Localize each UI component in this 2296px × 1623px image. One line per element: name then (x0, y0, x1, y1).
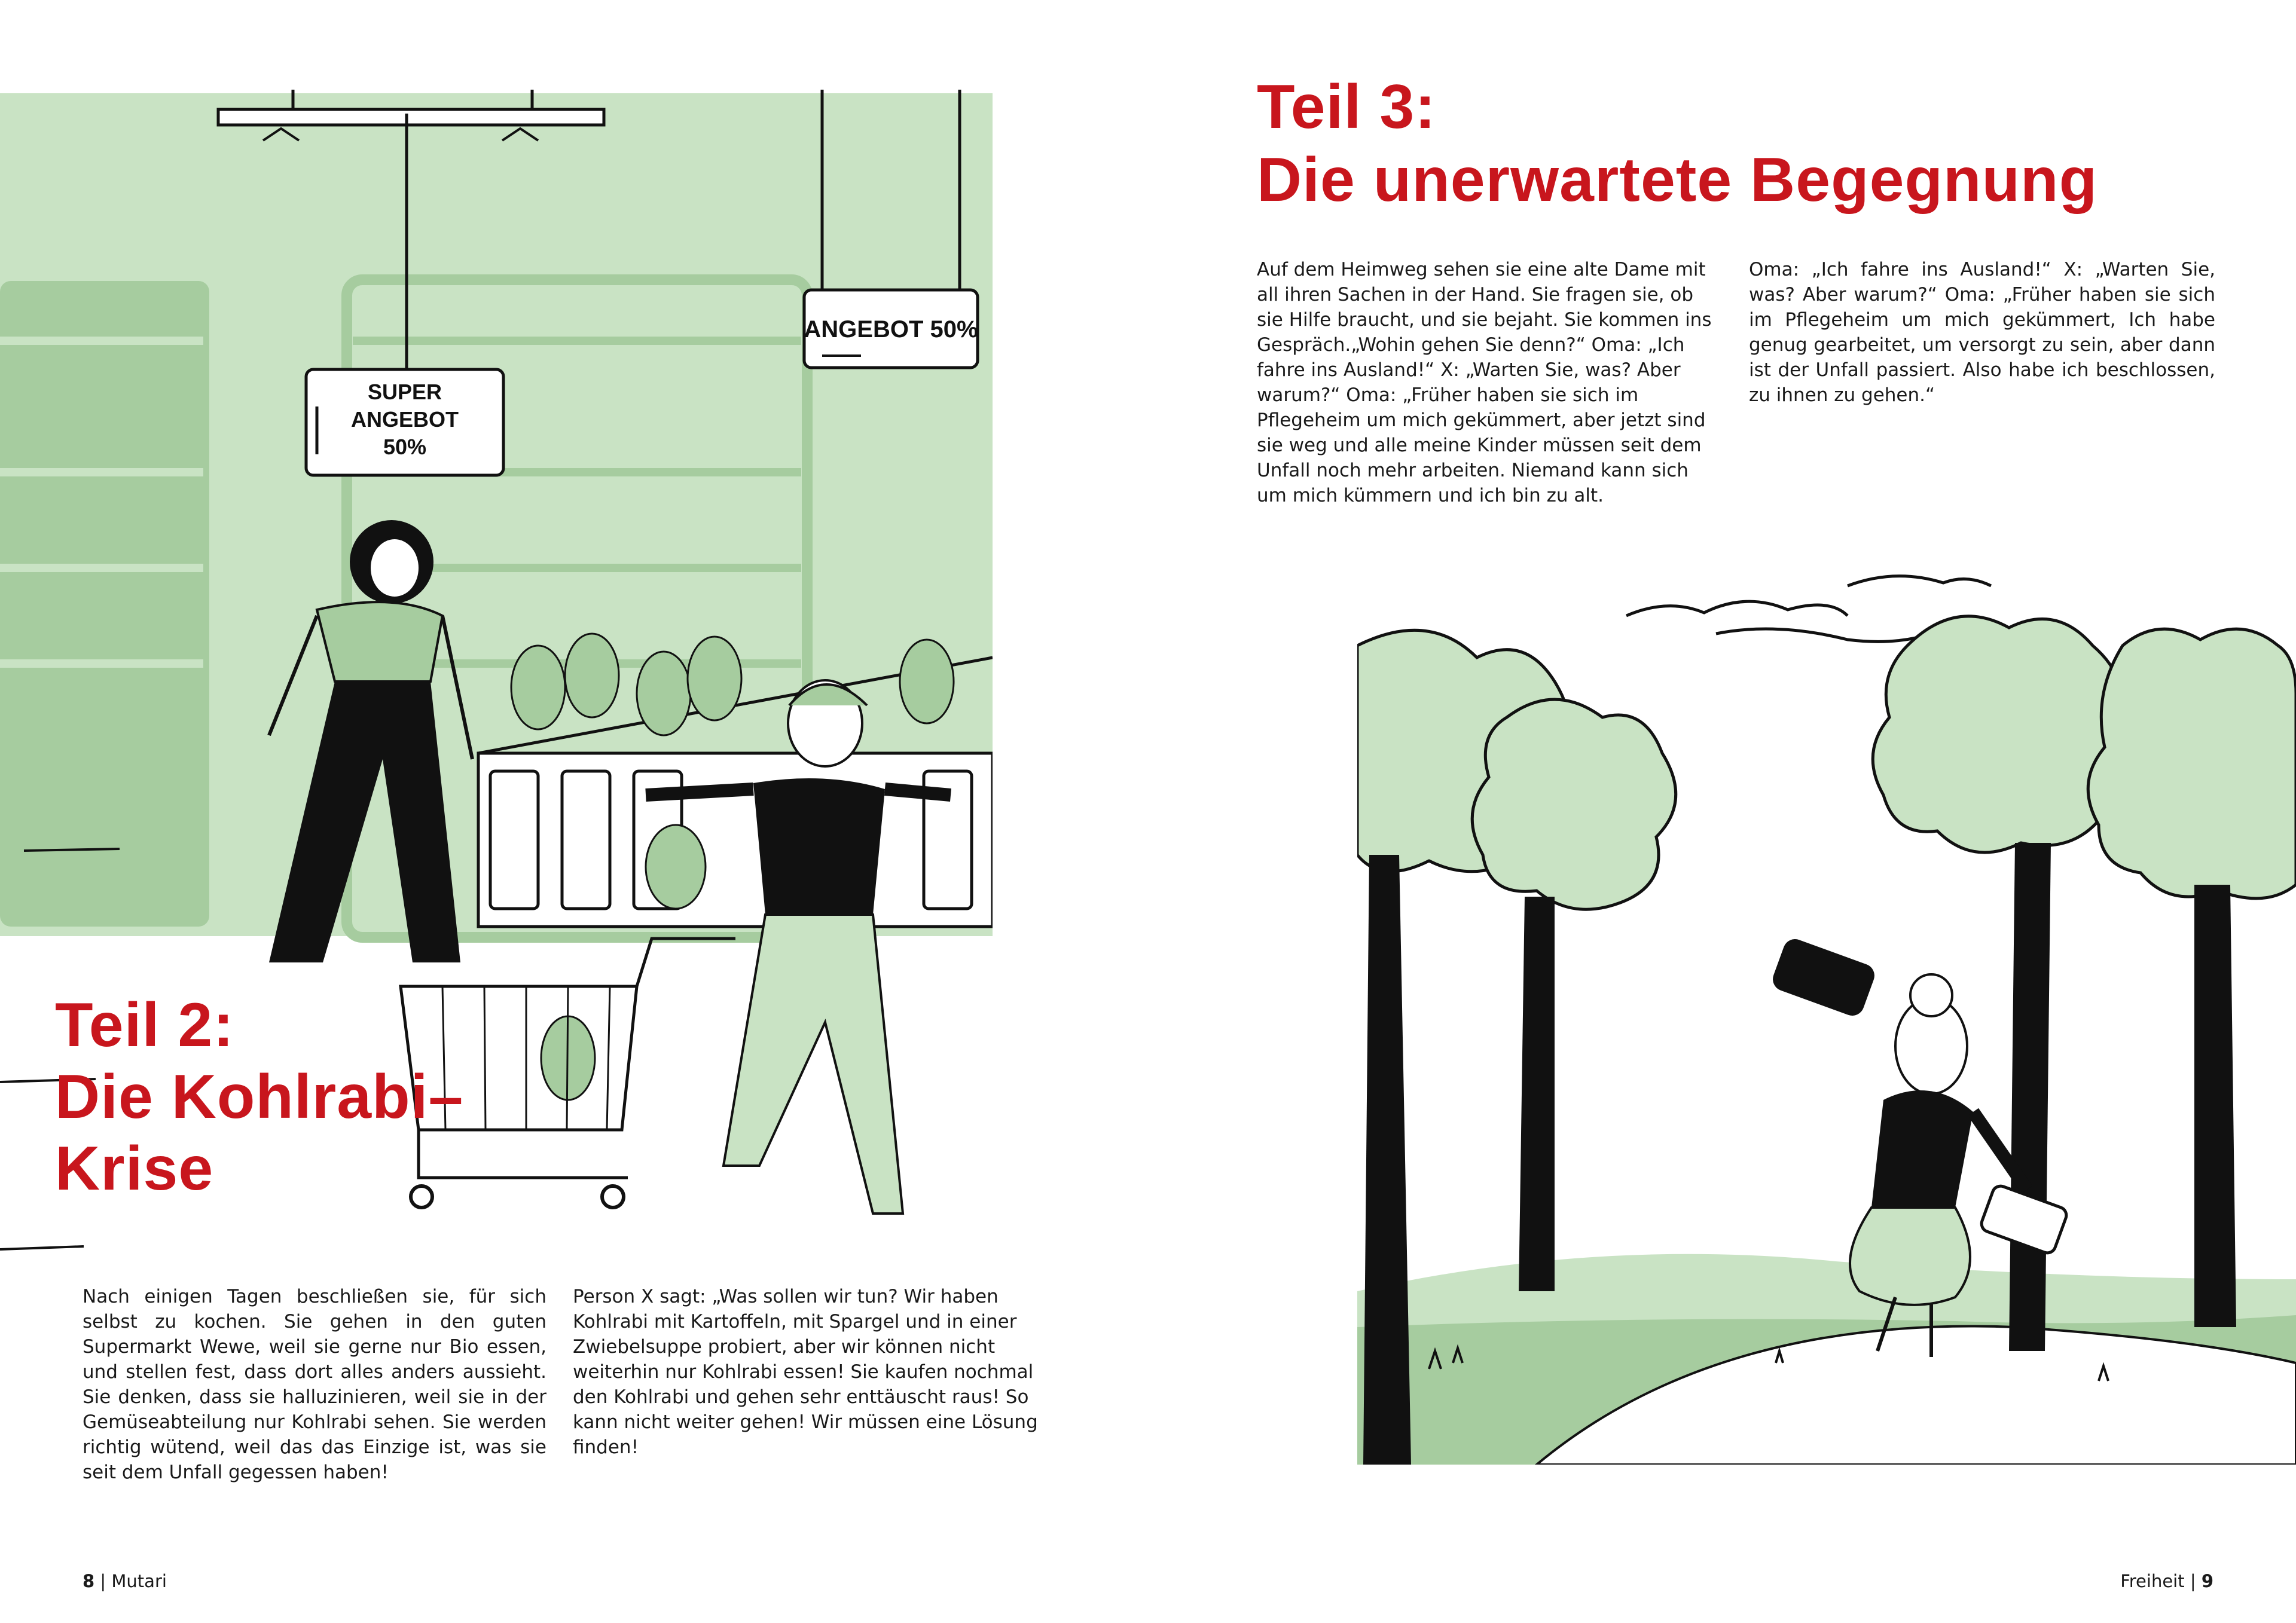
section-name: Freiheit (2120, 1571, 2185, 1591)
page-number-left: 8 (83, 1571, 95, 1591)
part-2-heading (55, 989, 463, 1205)
part-3-heading (1257, 71, 2097, 216)
page-number-right: 9 (2201, 1571, 2213, 1591)
left-column-1: Nach einigen Tagen beschließen sie, für sich selbst zu kochen. Sie gehen in den guten Supermarkt Wewe, weil sie gerne nur Bio essen, und stellen fest, dass dort alles anders aussieht. Sie denken, dass sie halluzinieren, weil sie in der Gemüseabteilung nur Kohlrabi sehen. Sie werden richtig wütend, weil das das Einzige ist, was sie seit dem Unfall gegessen haben! (83, 1286, 546, 1483)
part-2-heading-line-1: Teil 2: (55, 991, 234, 1060)
footer-separator-right: | (2190, 1571, 2196, 1591)
sign-offer: ANGEBOT 50% (804, 316, 978, 343)
forest-illustration (1357, 574, 2296, 1465)
left-column-2: Person X sagt: „Was sollen wir tun? Wir haben Kohlrabi mit Kartoffeln, mit Spargel und in einer Zwiebelsuppe probiert, aber wir können nicht weiterhin nur Kohlrabi essen! Sie kaufen nochmal den Kohlrabi und gehen sehr enttäuscht raus! So kann nicht weiter gehen! Wir müssen eine Lösung finden! (573, 1286, 1038, 1458)
magazine-name: Mutari (111, 1571, 167, 1591)
part-2-heading-line-2: Die Kohlrabi– (55, 1062, 464, 1132)
sign-super-line-2: ANGEBOT (351, 407, 459, 432)
part-3-heading-line-1: Teil 3: (1257, 72, 1436, 142)
part-3-heading-line-2: Die unerwartete Begegnung (1257, 145, 2098, 215)
part-2-heading-line-3: Krise (55, 1134, 214, 1203)
right-column-1: Auf dem Heimweg sehen sie eine alte Dame mit all ihren Sachen in der Hand. Sie fragen sie, ob sie Hilfe braucht, und sie bejaht. Sie kommen ins Gespräch.„Wohin gehen Sie denn?“ Oma: „Ich fahre ins Ausland!“ X: „Warten Sie, was? Aber warum?“ Oma: „Früher haben sie sich im Pflegeheim um mich gekümmert, aber jetzt sind sie weg und alle meine Kinder müssen seit dem Unfall noch mehr arbeiten. Niemand kann sich um mich kümmern und ich bin zu alt. (1257, 259, 1712, 506)
sign-super-line-1: SUPER (367, 380, 442, 404)
right-column-2: Oma: „Ich fahre ins Ausland!“ X: „Warten Sie, was? Aber warum?“ Oma: „Früher haben sie sich im Pflegeheim um mich gekümmert, Ich habe genug gearbeitet, um versorgt zu sein, aber dann ist der Unfall passiert. Also habe ich beschlossen, zu ihnen zu gehen.“ (1749, 259, 2215, 406)
footer-separator-left: | (100, 1571, 106, 1591)
page-footer-left (83, 1571, 167, 1591)
sign-super-line-3: 50% (383, 435, 427, 459)
page-footer-right (2120, 1571, 2213, 1591)
